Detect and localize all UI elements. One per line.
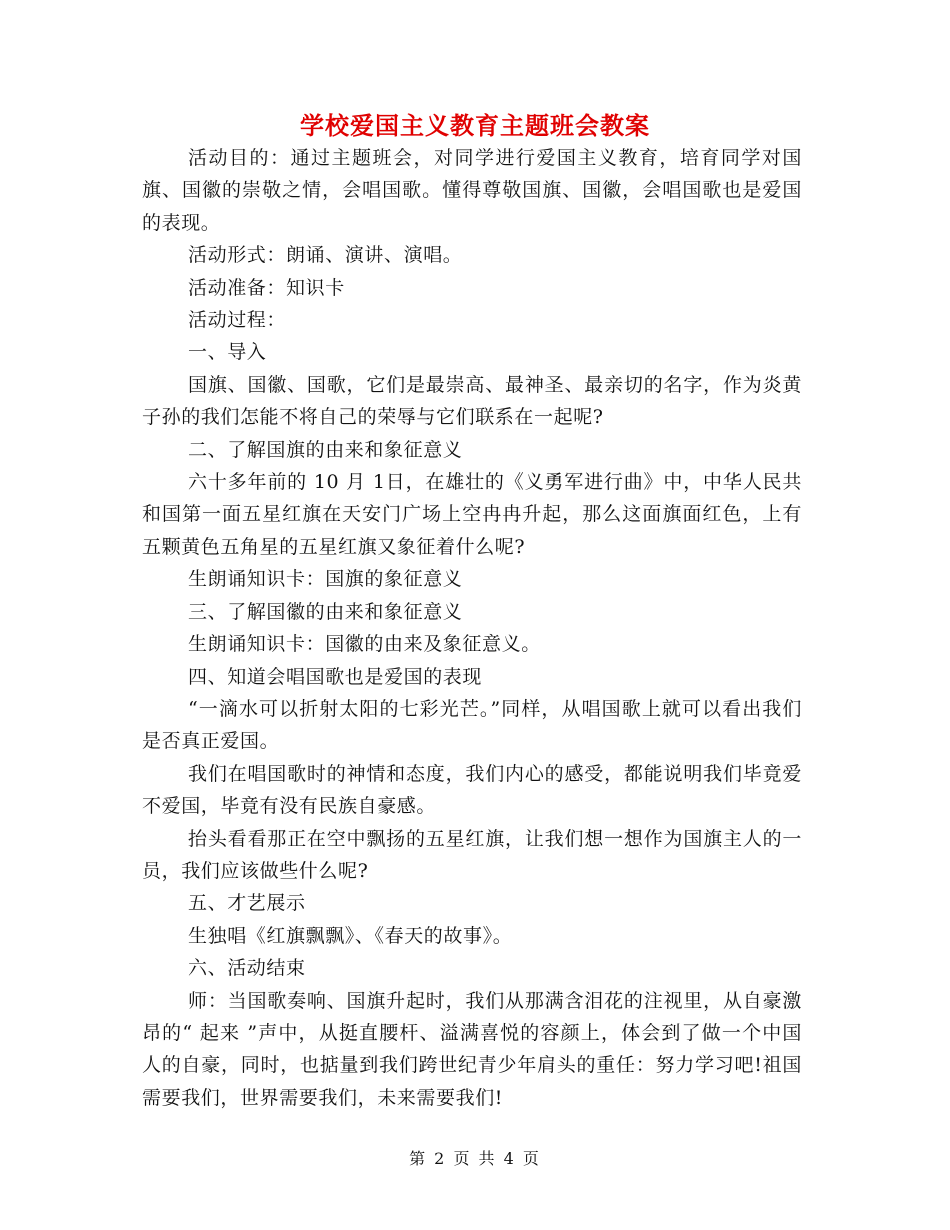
document-body [142,142,802,1114]
paragraph: 生朗诵知识卡：国旗的象征意义 [188,568,463,591]
paragraph: 活动目的：通过主题班会，对同学进行爱国主义教育，培育同学对国旗、国徽的崇敬之情，会唱国歌。懂得尊敬国旗、国徽，会唱国歌也是爱国的表现。 [142,147,802,234]
section-heading: 二、了解国旗的由来和象征意义 [188,438,463,461]
section-heading: 一、导入 [188,341,267,364]
paragraph: 活动过程： [188,309,287,332]
document-title: 学校爱国主义教育主题班会教案 [300,111,650,140]
paragraph: 生朗诵知识卡：国徽的由来及象征意义。 [188,633,541,656]
section-heading: 三、了解国徽的由来和象征意义 [188,600,463,623]
paragraph: 生独唱《红旗飘飘》、《春天的故事》。 [188,924,513,947]
paragraph: 我们在唱国歌时的神情和态度，我们内心的感受，都能说明我们毕竟爱不爱国，毕竟有没有民族自豪感。 [142,762,802,818]
section-heading: 四、知道会唱国歌也是爱国的表现 [188,665,483,688]
paragraph: 国旗、国徽、国歌，它们是最崇高、最神圣、最亲切的名字，作为炎黄子孙的我们怎能不将自己的荣辱与它们联系在一起呢? [142,373,802,429]
paragraph: 活动形式：朗诵、演讲、演唱。 [188,244,463,267]
section-heading: 六、活动结束 [188,957,306,980]
paragraph: 六十多年前的 10 月 1日，在雄壮的《义勇军进行曲》中，中华人民共和国第一面五星红旗在天安门广场上空冉冉升起，那么这面旗面红色，上有五颗黄色五角星的五星红旗又象征着什么呢? [142,471,802,558]
paragraph: “一滴水可以折射太阳的七彩光芒。”同样，从唱国歌上就可以看出我们是否真正爱国。 [142,697,802,753]
paragraph: 抬头看看那正在空中飘扬的五星红旗，让我们想一想作为国旗主人的一员，我们应该做些什么呢? [142,827,802,882]
paragraph: 活动准备：知识卡 [188,276,345,299]
section-heading: 五、才艺展示 [188,892,306,915]
page-footer: 第 2 页 共 4 页 [409,1149,541,1168]
paragraph: 师：当国歌奏响、国旗升起时，我们从那满含泪花的注视里，从自豪激昂的“ 起来 ”声中，从挺直腰杆、溢满喜悦的容颜上，体会到了做一个中国人的自豪，同时，也掂量到我们跨世纪青少年肩头的重任：努力学习吧!祖国需要我们，世界需要我们，未来需要我们! [142,989,802,1109]
